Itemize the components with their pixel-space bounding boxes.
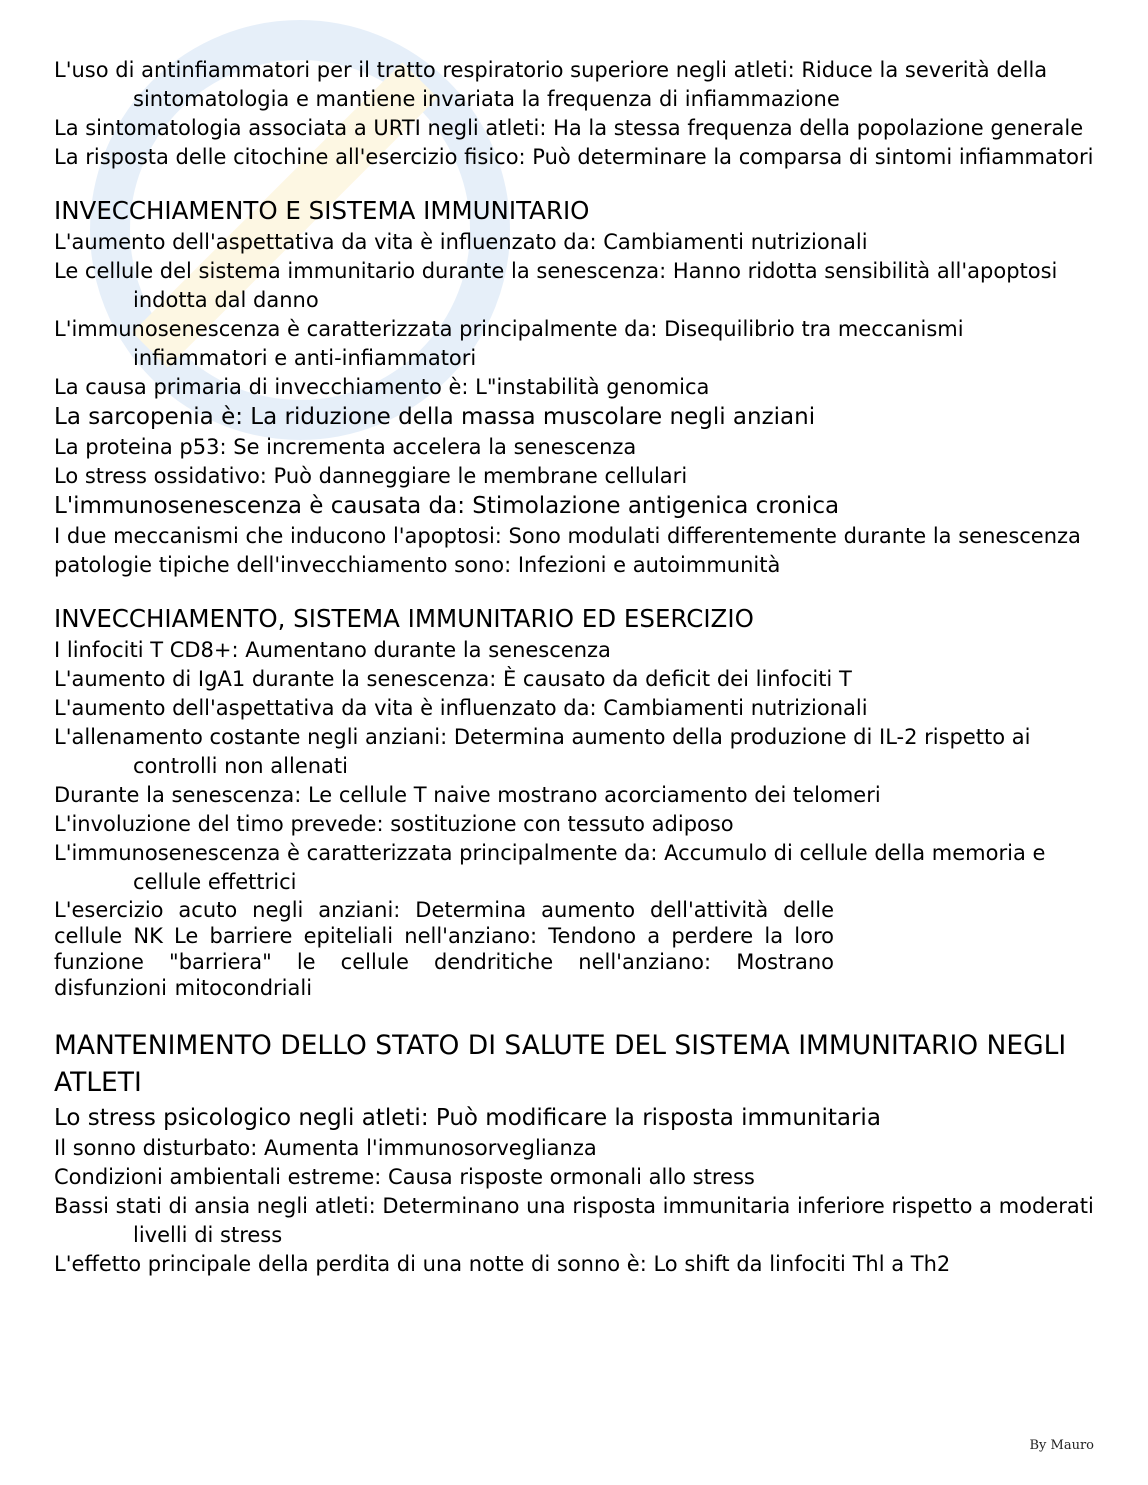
section-title-esercizio: INVECCHIAMENTO, SISTEMA IMMUNITARIO ED ESERCIZIO	[54, 604, 754, 633]
list-item: L'aumento di IgA1 durante la senescenza: È causato da deficit dei linfociti T	[54, 667, 852, 691]
list-item: L'immunosenescenza è caratterizzata principalmente da: Accumulo di cellule della memoria e cellule effettrici	[54, 841, 1046, 894]
list-item: La sarcopenia è: La riduzione della massa muscolare negli anziani	[54, 404, 816, 430]
document-body	[54, 56, 1094, 1279]
list-item: Bassi stati di ansia negli atleti: Determinano una risposta immunitaria inferiore rispetto a moderati livelli di stress	[54, 1194, 1094, 1247]
list-item: L'allenamento costante negli anziani: Determina aumento della produzione di IL-2 rispetto ai controlli non allenati	[54, 725, 1031, 778]
list-item: L'aumento dell'aspettativa da vita è influenzato da: Cambiamenti nutrizionali	[54, 696, 868, 720]
list-item: I due meccanismi che inducono l'apoptosi: Sono modulati differentemente durante la senescenza patologie tipiche dell'invecchiamento sono: Infezioni e autoimmunità	[54, 524, 1081, 577]
list-item: Le cellule del sistema immunitario durante la senescenza: Hanno ridotta sensibilità all'apoptosi indotta dal danno	[54, 259, 1058, 312]
list-item: Condizioni ambientali estreme: Causa risposte ormonali allo stress	[54, 1165, 755, 1189]
intro-paragraph-1: L'uso di antinfiammatori per il tratto respiratorio superiore negli atleti: Riduce la severità della sintomatologia e mantiene invariata la frequenza di infiammazione	[54, 58, 1048, 111]
list-item: Durante la senescenza: Le cellule T naive mostrano acorciamento dei telomeri	[54, 783, 881, 807]
list-item: La proteina p53: Se incrementa accelera la senescenza	[54, 435, 637, 459]
section-title-invecchiamento: INVECCHIAMENTO E SISTEMA IMMUNITARIO	[54, 196, 590, 225]
list-item: I linfociti T CD8+: Aumentano durante la senescenza	[54, 638, 611, 662]
section-title-atleti: MANTENIMENTO DELLO STATO DI SALUTE DEL SISTEMA IMMUNITARIO NEGLI ATLETI	[54, 1030, 1067, 1098]
list-item: L'involuzione del timo prevede: sostituzione con tessuto adiposo	[54, 812, 734, 836]
justified-paragraph: L'esercizio acuto negli anziani: Determina aumento dell'attività delle cellule NK Le barriere epiteliali nell'anziano: Tendono a perdere la loro funzione "barriera" le cellule dendritiche nell'anziano: Mostrano disfunzioni mitocondriali	[54, 898, 834, 1000]
list-item: L'immunosenescenza è causata da: Stimolazione antigenica cronica	[54, 493, 840, 519]
list-item: Il sonno disturbato: Aumenta l'immunosorveglianza	[54, 1136, 597, 1160]
list-item: L'aumento dell'aspettativa da vita è influenzato da: Cambiamenti nutrizionali	[54, 230, 868, 254]
list-item: L'effetto principale della perdita di una notte di sonno è: Lo shift da linfociti Thl a Th2	[54, 1252, 951, 1276]
list-item: La causa primaria di invecchiamento è: L"instabilità genomica	[54, 375, 710, 399]
intro-paragraph-2: La sintomatologia associata a URTI negli atleti: Ha la stessa frequenza della popolazione generale La risposta delle citochine all'esercizio fisico: Può determinare la comparsa di sintomi infiammatori	[54, 116, 1094, 169]
list-item: L'immunosenescenza è caratterizzata principalmente da: Disequilibrio tra meccanismi infiammatori e anti-infiammatori	[54, 317, 964, 370]
list-item: Lo stress ossidativo: Può danneggiare le membrane cellulari	[54, 464, 688, 488]
list-item: Lo stress psicologico negli atleti: Può modificare la risposta immunitaria	[54, 1105, 881, 1131]
signature: By Mauro	[1029, 1438, 1094, 1453]
